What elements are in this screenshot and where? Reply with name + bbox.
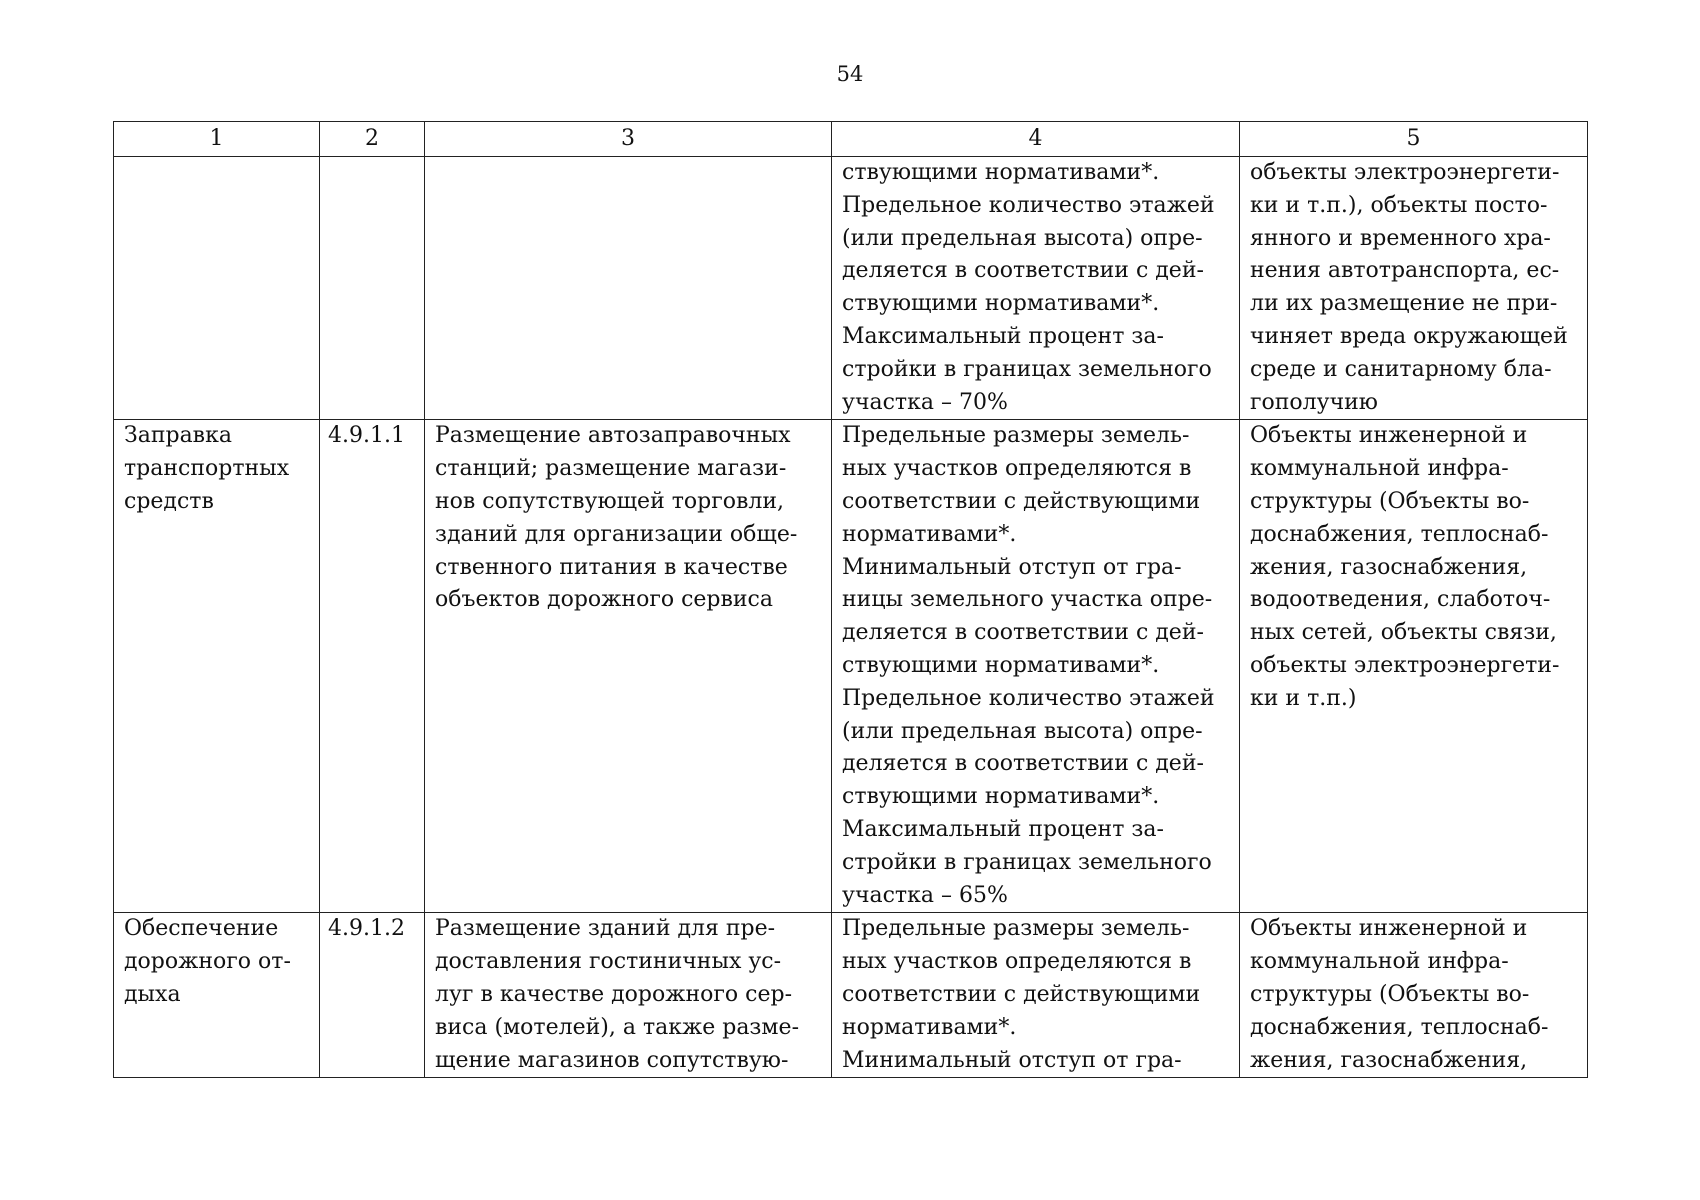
cell-text-line: объекты электроэнергети- <box>1250 160 1560 185</box>
cell-text-line: Максимальный процент за- <box>842 323 1164 349</box>
use-type-cell <box>114 157 320 420</box>
cell-text-line: чиняет вреда окружающей <box>1250 323 1568 349</box>
cell-text-line: соответствии с действующими <box>842 981 1201 1007</box>
cell-text-line: коммунальной инфра- <box>1250 949 1509 975</box>
cell-text-line: Предельные размеры земель- <box>842 916 1190 942</box>
cell-text-line: янного и временного хра- <box>1250 225 1551 251</box>
zoning-table <box>113 121 1588 1078</box>
cell-text-line: коммунальной инфра- <box>1250 456 1509 482</box>
cell-text-line: Предельные размеры земель- <box>842 423 1190 449</box>
cell-text-line: ницы земельного участка опре- <box>842 587 1213 613</box>
use-description-cell <box>425 157 832 420</box>
cell-text-line: Заправка <box>124 423 232 449</box>
table-header-row <box>114 122 1588 157</box>
cell-text-line: объекты электроэнергети- <box>1250 652 1560 678</box>
column-number-1: 1 <box>114 122 320 157</box>
cell-text-line: луг в качестве дорожного сер- <box>435 981 793 1007</box>
cell-text-line: стройки в границах земельного <box>842 849 1212 875</box>
cell-text-line: транспортных <box>124 456 290 482</box>
cell-text-line: участка – 70% <box>842 389 1008 415</box>
cell-text-line: Обеспечение <box>124 916 279 942</box>
cell-text-line: Объекты инженерной и <box>1250 423 1528 449</box>
auxiliary-objects-cell <box>1240 420 1588 913</box>
parameters-cell <box>832 913 1240 1078</box>
table-row <box>114 420 1588 913</box>
cell-text-line: доставления гостиничных ус- <box>435 949 782 975</box>
cell-text-line: ствующими нормативами*. <box>842 652 1160 678</box>
cell-text-line: ственного питания в качестве <box>435 554 788 580</box>
cell-text-line: (или предельная высота) опре- <box>842 718 1203 744</box>
cell-text-line: виса (мотелей), а также разме- <box>435 1014 799 1040</box>
cell-text-line: 4.9.1.2 <box>328 916 405 942</box>
cell-text-line: нормативами*. <box>842 521 1017 547</box>
cell-text-line: Предельное количество этажей <box>842 192 1215 218</box>
cell-text-line: нов сопутствующей торговли, <box>435 488 785 514</box>
parameters-cell <box>832 157 1240 420</box>
cell-text-line: структуры (Объекты во- <box>1250 981 1530 1007</box>
cell-text-line: жения, газоснабжения, <box>1250 1047 1528 1073</box>
use-code-cell <box>320 420 425 913</box>
cell-text-line: деляется в соответствии с дей- <box>842 620 1204 646</box>
cell-text-line: станций; размещение магази- <box>435 456 787 482</box>
cell-text-line: Минимальный отступ от гра- <box>842 1047 1182 1073</box>
cell-text-line: зданий для организации обще- <box>435 521 798 547</box>
cell-text-line: структуры (Объекты во- <box>1250 488 1530 514</box>
cell-text-line: дорожного от- <box>124 949 291 975</box>
cell-text-line: щение магазинов сопутствую- <box>435 1047 789 1073</box>
cell-text-line: средств <box>124 488 214 514</box>
cell-text-line: (или предельная высота) опре- <box>842 225 1203 251</box>
use-code-cell <box>320 157 425 420</box>
cell-text-line: гополучию <box>1250 389 1378 415</box>
cell-text-line: доснабжения, теплоснаб- <box>1250 1014 1549 1040</box>
auxiliary-objects-cell <box>1240 157 1588 420</box>
column-number-4: 4 <box>832 122 1240 157</box>
column-number-5: 5 <box>1240 122 1588 157</box>
cell-text-line: ных участков определяются в <box>842 949 1192 975</box>
cell-text-line: Объекты инженерной и <box>1250 916 1528 942</box>
use-description-cell <box>425 913 832 1078</box>
cell-text-line: ки и т.п.) <box>1250 685 1357 711</box>
cell-text-line: 4.9.1.1 <box>328 423 405 449</box>
cell-text-line: среде и санитарному бла- <box>1250 356 1552 382</box>
cell-text-line: Размещение зданий для пре- <box>435 916 776 942</box>
use-type-cell <box>114 420 320 913</box>
table-row <box>114 157 1588 420</box>
auxiliary-objects-cell <box>1240 913 1588 1078</box>
cell-text-line: жения, газоснабжения, <box>1250 554 1528 580</box>
cell-text-line: объектов дорожного сервиса <box>435 587 773 613</box>
cell-text-line: стройки в границах земельного <box>842 356 1212 382</box>
cell-text-line: ных сетей, объекты связи, <box>1250 620 1557 646</box>
use-type-cell <box>114 913 320 1078</box>
cell-text-line: Предельное количество этажей <box>842 685 1215 711</box>
cell-text-line: Минимальный отступ от гра- <box>842 554 1182 580</box>
cell-text-line: деляется в соответствии с дей- <box>842 751 1204 777</box>
cell-text-line: ствующими нормативами*. <box>842 291 1160 317</box>
use-code-cell <box>320 913 425 1078</box>
page-number: 54 <box>836 62 864 86</box>
cell-text-line: ствующими нормативами*. <box>842 784 1160 810</box>
cell-text-line: нормативами*. <box>842 1014 1017 1040</box>
column-number-2: 2 <box>320 122 425 157</box>
cell-text-line: Размещение автозаправочных <box>435 423 791 449</box>
use-description-cell <box>425 420 832 913</box>
cell-text-line: нения автотранспорта, ес- <box>1250 258 1560 284</box>
cell-text-line: дыха <box>124 981 181 1007</box>
cell-text-line: участка – 65% <box>842 882 1008 908</box>
cell-text-line: доснабжения, теплоснаб- <box>1250 521 1549 547</box>
column-number-3: 3 <box>425 122 832 157</box>
cell-text-line: деляется в соответствии с дей- <box>842 258 1204 284</box>
cell-text-line: ных участков определяются в <box>842 456 1192 482</box>
cell-text-line: ки и т.п.), объекты посто- <box>1250 192 1548 218</box>
parameters-cell <box>832 420 1240 913</box>
cell-text-line: ствующими нормативами*. <box>842 160 1160 185</box>
cell-text-line: Максимальный процент за- <box>842 816 1164 842</box>
cell-text-line: соответствии с действующими <box>842 488 1201 514</box>
table-row <box>114 913 1588 1078</box>
cell-text-line: водоотведения, слаботоч- <box>1250 587 1551 613</box>
cell-text-line: ли их размещение не при- <box>1250 291 1558 317</box>
